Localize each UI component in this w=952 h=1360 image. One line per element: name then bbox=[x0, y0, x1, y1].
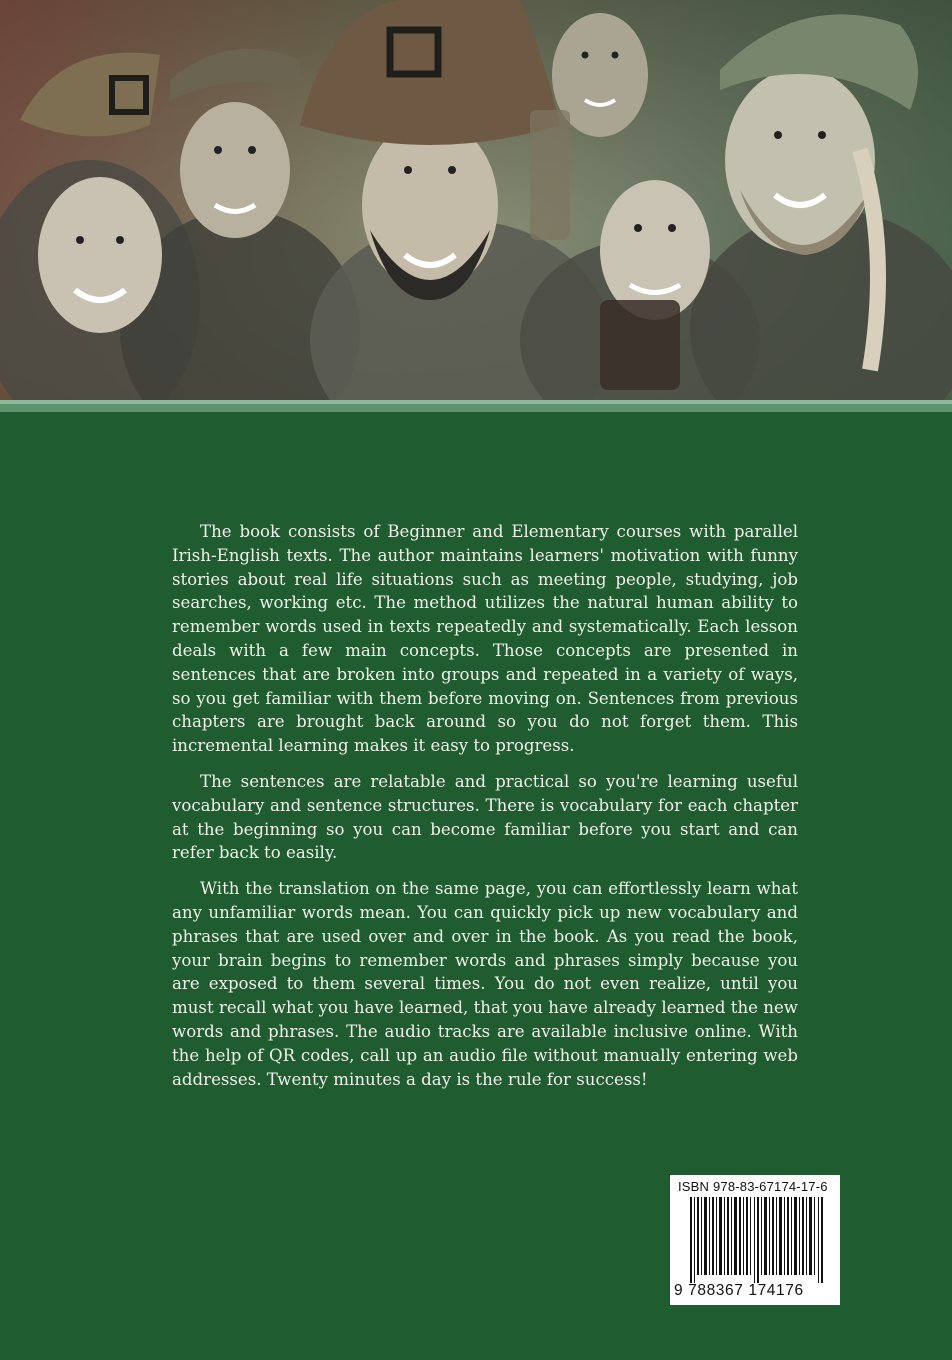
isbn-barcode bbox=[670, 1175, 840, 1305]
group-photo bbox=[0, 0, 952, 400]
blurb-paragraph-1: The book consists of Beginner and Elementary courses with parallel Irish-English texts. The author maintains learners' motivation with funny stories about real life situations such as meeting people, studying, job searches, working etc. The method utilizes the natural human ability to remember words used in texts repeatedly and systematically. Each lesson deals with a few main concepts. Those concepts are presented in sentences that are broken into groups and repeated in a variety of ways, so you get familiar with them before moving on. Sentences from previous chapters are brought back around so you do not forget them. This incremental learning makes it easy to progress. bbox=[172, 522, 798, 756]
barcode-number: 9 788367 174176 bbox=[674, 1282, 804, 1299]
barcode-icon bbox=[690, 1197, 826, 1283]
blurb-paragraph-2: The sentences are relatable and practical so you're learning useful vocabulary and sentence structures. There is vocabulary for each chapter at the beginning so you can become familiar before you start and can refer back to easily. bbox=[172, 771, 798, 863]
divider-stripe bbox=[0, 404, 952, 412]
blurb-paragraph-3: With the translation on the same page, you can effortlessly learn what any unfamiliar words mean. You can quickly pick up new vocabulary and phrases that are used over and over in the book. As you read the book, your brain begins to remember words and phrases simply because you are exposed to them several times. You do not even realize, until you must recall what you have learned, that you have already learned the new words and phrases. The audio tracks are available inclusive online. With the help of QR codes, call up an audio file without manually entering web addresses. Twenty minutes a day is the rule for success! bbox=[172, 879, 798, 1089]
blurb bbox=[172, 520, 798, 1103]
isbn-label: ISBN 978-83-67174-17-6 bbox=[678, 1179, 828, 1194]
group-photo-icon bbox=[0, 0, 952, 400]
